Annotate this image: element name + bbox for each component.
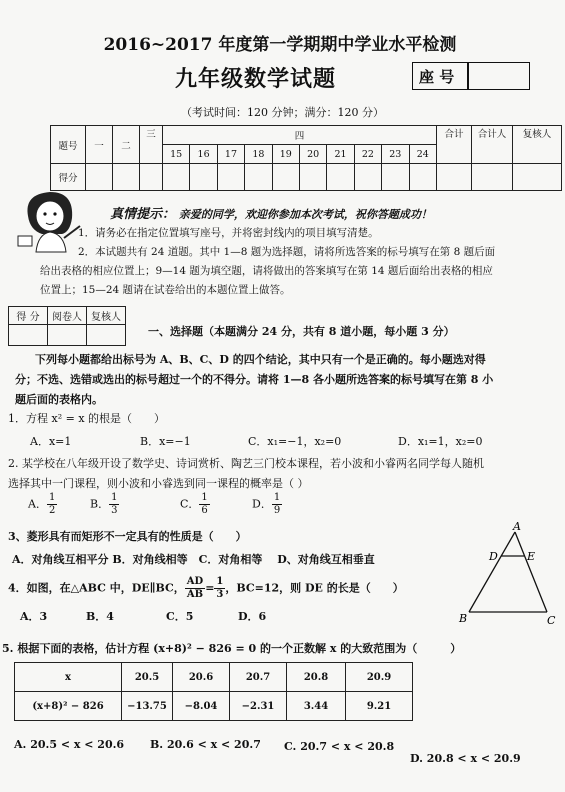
q1-option-a: A．x=1	[30, 435, 72, 448]
score-cell[interactable]	[190, 164, 217, 191]
q3-stem: 3、菱形具有而矩形不一定具有的性质是（ ）	[8, 530, 247, 543]
score-cell[interactable]	[140, 164, 163, 191]
q5-option-c: C. 20.7 < x < 20.8	[284, 740, 395, 753]
tips-line	[110, 203, 432, 222]
q5-table-head-expr: (x+8)² − 826	[15, 692, 122, 721]
note-2c: 位置上；15—24 题请在试卷给出的本题位置上做答。	[40, 284, 291, 296]
section1-intro-1: 下列每小题都给出标号为 A、B、C、D 的四个结论，其中只有一个是正确的。每小题选对得	[35, 353, 486, 366]
score-table-col-two: 二	[113, 126, 140, 164]
note-1: 1．请务必在指定位置填写座号，并将密封线内的项目填写清楚。	[78, 227, 379, 239]
score-cell[interactable]	[513, 164, 562, 191]
q5-table-expr-value: −13.75	[122, 692, 173, 721]
q2-option-c-label: C．	[180, 497, 200, 511]
q5-table-expr-value: 3.44	[287, 692, 346, 721]
score-cell[interactable]	[245, 164, 272, 191]
q5-stem: 5. 根据下面的表格，估计方程 (x+8)² − 826 = 0 的一个正数解 x 的大致范围为（ ）	[2, 642, 462, 655]
score-cell[interactable]	[163, 164, 190, 191]
vertex-a-label: A	[513, 520, 521, 533]
fraction-numerator: 1	[216, 576, 224, 587]
q2-option-c-fraction	[199, 492, 209, 517]
score-table-subnum: 17	[217, 145, 244, 164]
triangle-figure	[455, 520, 560, 630]
score-cell[interactable]	[437, 164, 472, 191]
score-cell[interactable]	[113, 164, 140, 191]
q2-option-b-fraction	[109, 492, 119, 517]
q1-option-b: B．x=−1	[140, 435, 191, 448]
mark-cell[interactable]	[87, 325, 126, 346]
q5-option-b: B. 20.6 < x < 20.7	[150, 738, 261, 751]
score-table-subnum: 16	[190, 145, 217, 164]
score-table-subnum: 24	[409, 145, 436, 164]
q4-option-b: B．4	[86, 610, 114, 623]
fraction-denominator: 3	[216, 589, 224, 600]
q3-options: A．对角线互相平分 B．对角线相等 C．对角相等 D、对角线互相垂直	[12, 553, 375, 566]
score-table-col-four: 四	[163, 126, 437, 145]
fraction-numerator: 1	[273, 492, 281, 503]
q2-option-c	[180, 492, 210, 517]
q2-stem-1: 2. 某学校在八年级开设了数学史、诗词赏析、陶艺三门校本课程，若小波和小睿两名同学每人随机	[8, 457, 484, 470]
q5-table-x-value: 20.7	[230, 663, 287, 692]
score-cell[interactable]	[382, 164, 409, 191]
fraction-denominator: 3	[111, 505, 118, 516]
note-2b: 给出表格的相应位置上；9—14 题为填空题，请将做出的答案填写在第 14 题后面给出表格的相应	[40, 265, 493, 277]
q5-table-head-x: x	[15, 663, 122, 692]
fraction-numerator: 1	[201, 492, 208, 503]
score-table-label-question: 题号	[51, 126, 86, 164]
q5-value-table	[14, 662, 413, 721]
side-ac	[515, 532, 547, 612]
q4-stem-b: ，BC=12，则 DE 的长是（ ）	[225, 581, 404, 595]
score-cell[interactable]	[472, 164, 513, 191]
q2-option-d	[252, 492, 282, 517]
q4-equals: =	[205, 581, 215, 595]
q2-option-d-label: D．	[252, 497, 272, 511]
q4-stem-a: 4．如图，在△ABC 中，DE∥BC，	[8, 581, 185, 595]
q1-option-c: C．x₁=−1，x₂=0	[248, 435, 342, 448]
score-table-subnum: 21	[327, 145, 354, 164]
q2-option-a-fraction	[47, 492, 57, 517]
q5-table-expr-value: −2.31	[230, 692, 287, 721]
score-cell[interactable]	[409, 164, 436, 191]
seat-number-box	[412, 62, 530, 90]
score-table-col-one: 一	[86, 126, 113, 164]
mark-cell[interactable]	[9, 325, 48, 346]
score-table-scorer: 合计人	[472, 126, 513, 164]
score-table-label-score: 得分	[51, 164, 86, 191]
note-2a: 2．本试题共有 24 道题。其中 1—8 题为选择题，请将所选答案的标号填写在第 8 题后面	[78, 246, 496, 258]
fraction-denominator: AB	[186, 589, 204, 600]
score-table-total: 合计	[437, 126, 472, 164]
mark-table-reviewer: 复核人	[87, 307, 126, 325]
q5-table-x-value: 20.9	[346, 663, 413, 692]
q5-table-x-value: 20.6	[173, 663, 230, 692]
section1-intro-3: 题后面的表格内。	[15, 393, 103, 406]
score-table-subnum: 22	[354, 145, 381, 164]
fraction-numerator: 1	[48, 492, 56, 503]
side-ab	[469, 532, 515, 612]
fraction-numerator: AD	[186, 576, 204, 587]
score-table-subnum: 18	[245, 145, 272, 164]
q4-option-a: A．3	[20, 610, 48, 623]
score-table-col-three: 三	[140, 126, 163, 164]
section1-intro-2: 分；不选、选错或选出的标号超过一个的不得分。请将 1—8 各小题所选答案的标号填写在第 8 小	[15, 373, 494, 386]
q5-table-expr-value: −8.04	[173, 692, 230, 721]
q4-ratio-fraction	[185, 576, 205, 601]
score-table	[50, 125, 562, 191]
mark-cell[interactable]	[48, 325, 87, 346]
q5-table-x-value: 20.5	[122, 663, 173, 692]
fraction-denominator: 9	[273, 505, 281, 516]
q4-value-fraction	[214, 576, 225, 601]
q5-table-x-value: 20.8	[287, 663, 346, 692]
q5-option-d: D. 20.8 < x < 20.9	[410, 752, 521, 765]
score-table-reviewer: 复核人	[513, 126, 562, 164]
exam-info: （考试时间：120 分钟；满分：120 分）	[181, 106, 384, 119]
seat-number-divider	[467, 63, 469, 89]
score-table-subnum: 19	[272, 145, 299, 164]
q4-stem	[8, 576, 404, 601]
mark-table-score: 得 分	[9, 307, 48, 325]
score-table-subnum: 15	[163, 145, 190, 164]
tips-head: 真情提示：	[110, 207, 176, 222]
point-d-label: D	[489, 550, 498, 563]
q2-option-d-fraction	[272, 492, 282, 517]
score-cell[interactable]	[217, 164, 244, 191]
q2-stem-2: 选择其中一门课程，则小波和小睿选到同一课程的概率是（ ）	[8, 477, 309, 490]
q5-table-expr-value: 9.21	[346, 692, 413, 721]
seat-number-label: 座 号	[419, 68, 455, 86]
q4-option-d: D．6	[238, 610, 267, 623]
point-e-label: E	[527, 550, 536, 563]
q2-option-b	[90, 492, 119, 517]
q2-option-a-label: A．	[28, 497, 47, 511]
score-table-subnum: 23	[382, 145, 409, 164]
q5-option-a: A. 20.5 < x < 20.6	[14, 738, 125, 751]
q2-option-b-label: B．	[90, 497, 110, 511]
fraction-denominator: 2	[48, 505, 56, 516]
score-cell[interactable]	[327, 164, 354, 191]
score-cell[interactable]	[272, 164, 299, 191]
q1-option-d: D．x₁=1，x₂=0	[398, 435, 483, 448]
mark-table-grader: 阅卷人	[48, 307, 87, 325]
tips-text: 亲爱的同学，欢迎你参加本次考试，祝你答题成功！	[178, 208, 432, 221]
q2-option-a	[28, 492, 57, 517]
section1-mark-table	[8, 306, 126, 346]
vertex-c-label: C	[547, 614, 556, 627]
fraction-numerator: 1	[111, 492, 118, 503]
vertex-b-label: B	[459, 612, 468, 625]
q1-stem: 1．方程 x² = x 的根是（ ）	[8, 412, 166, 425]
score-cell[interactable]	[299, 164, 326, 191]
fraction-denominator: 6	[201, 505, 208, 516]
score-table-subnum: 20	[299, 145, 326, 164]
section1-title: 一、选择题（本题满分 24 分，共有 8 道小题，每小题 3 分）	[148, 325, 455, 338]
exam-title-line2: 九年级数学试题	[175, 66, 337, 92]
score-cell[interactable]	[354, 164, 381, 191]
q4-option-c: C．5	[166, 610, 194, 623]
exam-title-line1: 2016~2017 年度第一学期期中学业水平检测	[103, 35, 457, 55]
